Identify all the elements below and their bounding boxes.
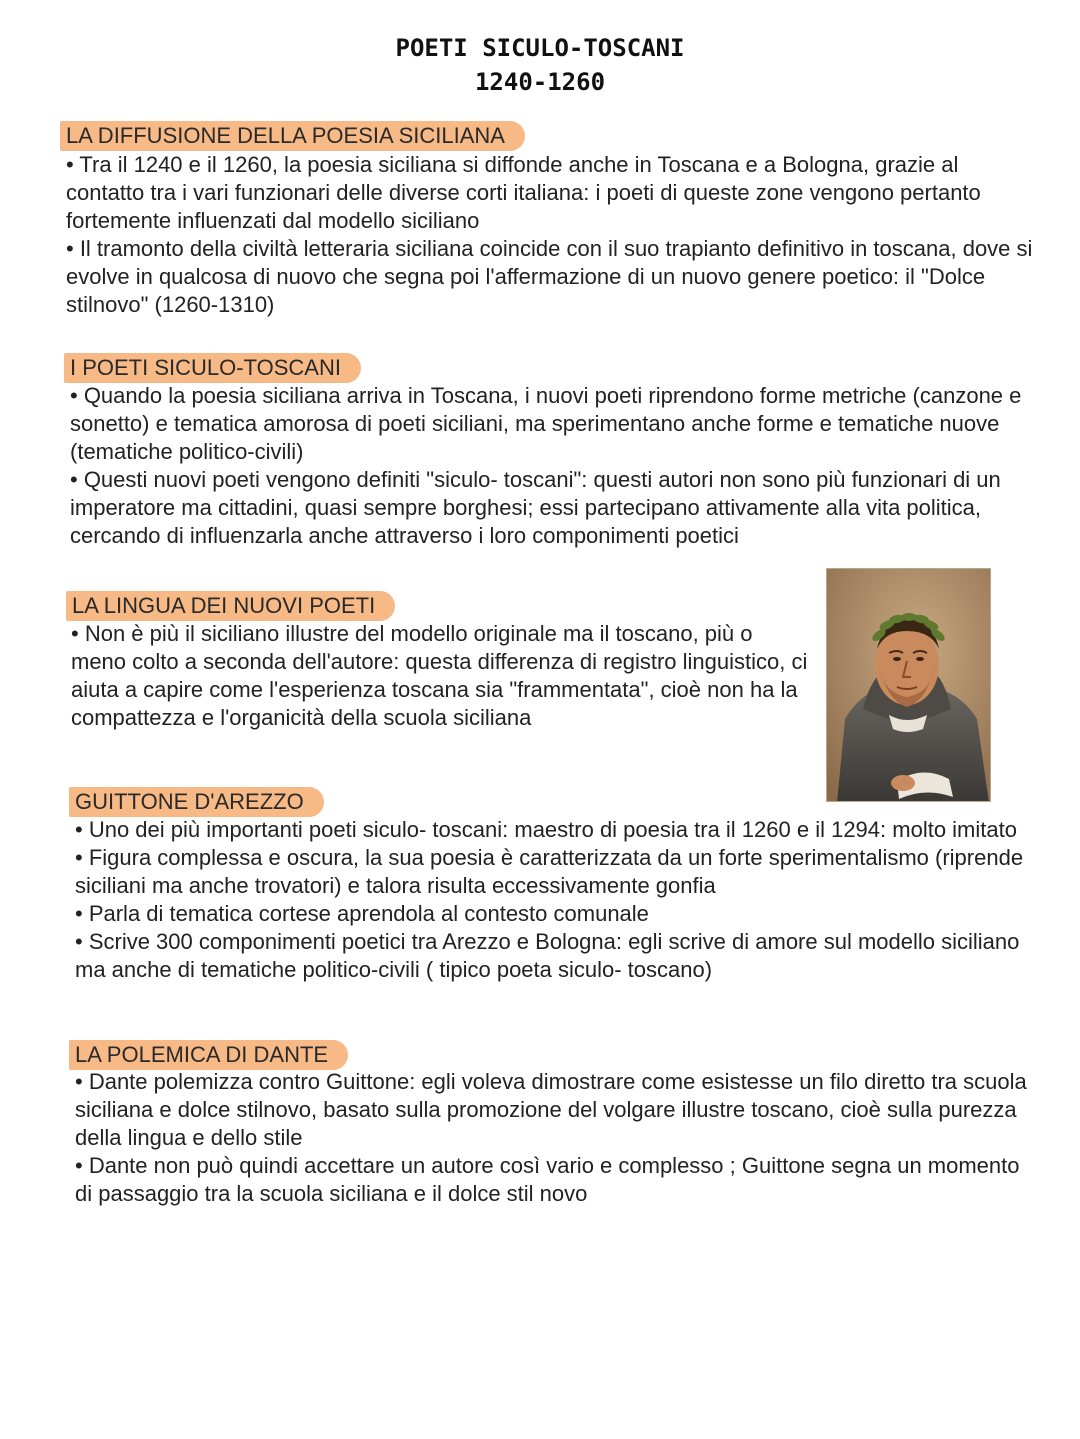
section-body-lingua — [71, 620, 811, 732]
paragraph: • Il tramonto della civiltà letteraria siciliana coincide con il suo trapianto definitivo in toscana, dove si evolve in qualcosa di nuovo che segna poi l'affermazione di un nuovo genere poetico: il "Dolce stilnovo" (1260-1310) — [66, 236, 1033, 317]
paragraph: • Scrive 300 componimenti poetici tra Arezzo e Bologna: egli scrive di amore sul modello siciliano ma anche di tematiche politico-civili ( tipico poeta siculo- toscano) — [75, 929, 1020, 982]
section-heading-lingua: LA LINGUA DEI NUOVI POETI — [66, 591, 395, 621]
section-heading-poeti: I POETI SICULO-TOSCANI — [64, 353, 361, 383]
paragraph: • Tra il 1240 e il 1260, la poesia siciliana si diffonde anche in Toscana e a Bologna, grazie al contatto tra i vari funzionari delle diverse corti italiana: i poeti di queste zone vengono pertanto fortemente influenzati dal modello siciliano — [66, 152, 981, 233]
section-body-polemica — [75, 1068, 1040, 1208]
page-title-line1: POETI SICULO-TOSCANI — [395, 34, 685, 62]
paragraph: • Parla di tematica cortese aprendola al contesto comunale — [75, 901, 649, 926]
section-body-poeti — [70, 382, 1045, 550]
paragraph: • Dante polemizza contro Guittone: egli voleva dimostrare come esistesse un filo diretto tra scuola siciliana e dolce stilnovo, basato sulla promozione del volgare illustre toscano, cioè sulla purezza della lingua e dello stile — [75, 1069, 1027, 1150]
page-title-line2: 1240-1260 — [474, 68, 606, 96]
paragraph: • Uno dei più importanti poeti siculo- toscani: maestro di poesia tra il 1260 e il 1294: molto imitato — [75, 817, 1017, 842]
section-heading-polemica: LA POLEMICA DI DANTE — [69, 1040, 348, 1070]
paragraph: • Dante non può quindi accettare un autore così vario e complesso ; Guittone segna un momento di passaggio tra la scuola siciliana e il dolce stil novo — [75, 1153, 1020, 1206]
guittone-portrait-image — [826, 568, 991, 802]
paragraph: • Figura complessa e oscura, la sua poesia è caratterizzata da un forte sperimentalismo (riprende siciliani ma anche trovatori) e talora risulta eccessivamente gonfia — [75, 845, 1024, 898]
paragraph: • Questi nuovi poeti vengono definiti "siculo- toscani": questi autori non sono più funzionari di un imperatore ma cittadini, quasi sempre borghesi; essi partecipano attivamente alla vita politica, cercando di influenzarla anche attraverso i loro componimenti poetici — [70, 467, 1001, 548]
section-body-diffusione — [66, 151, 1041, 319]
paragraph: • Quando la poesia siciliana arriva in Toscana, i nuovi poeti riprendono forme metriche (canzone e sonetto) e tematica amorosa di poeti siciliani, ma sperimentano anche forme e tematiche nuove (tematiche politico-civili) — [70, 383, 1022, 464]
section-heading-diffusione: LA DIFFUSIONE DELLA POESIA SICILIANA — [60, 121, 525, 151]
section-heading-guittone: GUITTONE D'AREZZO — [69, 787, 324, 817]
section-body-guittone — [75, 816, 1040, 984]
paragraph: • Non è più il siciliano illustre del modello originale ma il toscano, più o meno colto a seconda dell'autore: questa differenza di registro linguistico, ci aiuta a capire come l'esperienza toscana sia "frammentata", cioè non ha la compattezza e l'organicità della scuola siciliana — [71, 621, 808, 730]
